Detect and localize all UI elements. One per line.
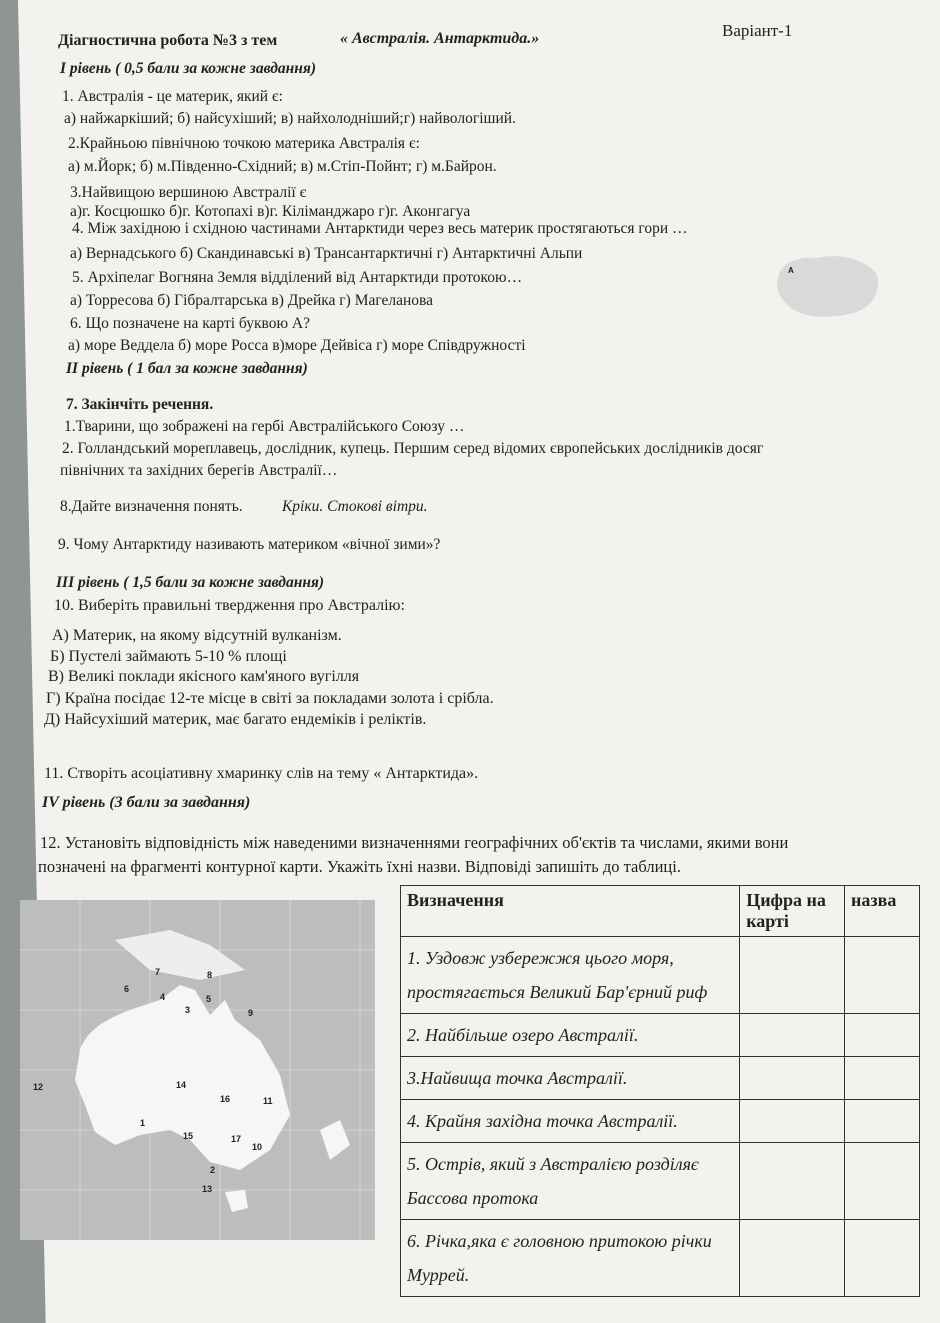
map-number-cell[interactable] xyxy=(740,1014,845,1057)
q10-item-b: Б) Пустелі займають 5-10 % площі xyxy=(50,648,287,665)
map-label-15: 15 xyxy=(183,1131,194,1141)
level4-title: IV рівень (3 бали за завдання) xyxy=(42,794,251,811)
antarctica-map xyxy=(768,238,888,328)
name-cell[interactable] xyxy=(845,1057,920,1100)
map-label-6: 6 xyxy=(124,984,130,994)
table-row xyxy=(401,937,920,1014)
q2-options: а) м.Йорк; б) м.Південно-Східний; в) м.Стіп-Пойнт; г) м.Байрон. xyxy=(68,158,497,175)
map-label-10: 10 xyxy=(252,1142,263,1152)
map-number-cell[interactable] xyxy=(740,1057,845,1100)
map-label-1: 1 xyxy=(140,1118,146,1128)
q12-line-2: позначені на фрагменті контурної карти. Укажіть їхні назви. Відповіді запишіть до таблиці. xyxy=(38,857,681,876)
map-label-7: 7 xyxy=(155,967,161,977)
q10-item-g: Г) Країна посідає 12-те місце в світі за покладами золота і срібла. xyxy=(46,690,494,707)
name-cell[interactable] xyxy=(845,1220,920,1297)
table-row xyxy=(401,1014,920,1057)
q8-terms: Кріки. Стокові вітри. xyxy=(282,498,428,515)
map-label-5: 5 xyxy=(206,994,212,1004)
q5-options: а) Торресова б) Гібралтарська в) Дрейка г) Магеланова xyxy=(70,292,434,309)
map-number-cell[interactable] xyxy=(740,1100,845,1143)
q5-text: 5. Архіпелаг Вогняна Земля відділений від Антарктиди протокою… xyxy=(72,269,523,286)
worksheet-title: Діагностична робота №3 з тем xyxy=(58,32,278,49)
header-name: назва xyxy=(845,886,920,937)
q7-title: 7. Закінчіть речення. xyxy=(66,396,214,413)
map-label-14: 14 xyxy=(176,1080,187,1090)
definition-cell: 4. Крайня західна точка Австралії. xyxy=(401,1100,740,1143)
q1-options: а) найжаркіший; б) найсухіший; в) найхолодніший;г) найвологіший. xyxy=(64,110,516,127)
map-label-13: 13 xyxy=(202,1184,213,1194)
map-letter-a: A xyxy=(788,266,794,275)
map-number-cell[interactable] xyxy=(740,937,845,1014)
q10-text: 10. Виберіть правильні твердження про Австралію: xyxy=(54,597,405,614)
map-label-2: 2 xyxy=(210,1165,216,1175)
header-definition: Визначення xyxy=(401,886,740,937)
q10-item-d: Д) Найсухіший материк, має багато ендеміків і реліктів. xyxy=(44,711,427,728)
name-cell[interactable] xyxy=(845,1014,920,1057)
q7-sentence-1: 1.Тварини, що зображені на гербі Австралійського Союзу … xyxy=(64,418,465,435)
map-label-4: 4 xyxy=(160,992,166,1002)
q11-text: 11. Створіть асоціативну хмаринку слів на тему « Антарктида». xyxy=(44,765,479,782)
q3-options: а)г. Косцюшко б)г. Котопахі в)г. Кіліманджаро г)г. Аконгагуа xyxy=(70,203,471,220)
table-row xyxy=(401,1100,920,1143)
table-row xyxy=(401,1143,920,1220)
q6-options: а) море Веддела б) море Росса в)море Дейвіса г) море Співдружності xyxy=(68,337,526,354)
level1-title: I рівень ( 0,5 бали за кожне завдання) xyxy=(60,60,317,77)
q7-sentence-2a: 2. Голландський мореплавець, дослідник, купець. Першим серед відомих європейських дослідників досяг xyxy=(62,440,764,457)
level3-title: III рівень ( 1,5 бали за кожне завдання) xyxy=(56,574,325,591)
q4-text: 4. Між західною і східною частинами Антарктиди через весь материк простягаються гори … xyxy=(72,220,688,237)
map-number-cell[interactable] xyxy=(740,1143,845,1220)
table-header-row xyxy=(401,886,920,937)
worksheet-topic: « Австралія. Антарктида.» xyxy=(340,30,540,47)
map-label-12: 12 xyxy=(33,1082,44,1092)
map-label-17: 17 xyxy=(231,1134,242,1144)
name-cell[interactable] xyxy=(845,1143,920,1220)
map-label-11: 11 xyxy=(263,1096,273,1106)
map-number-cell[interactable] xyxy=(740,1220,845,1297)
q4-options: а) Вернадського б) Скандинавські в) Трансантарктичні г) Антарктичні Альпи xyxy=(70,245,583,262)
australia-contour-map xyxy=(20,900,375,1240)
definition-cell: 1. Уздовж узбережжя цього моря, простягається Великий Бар'єрний риф xyxy=(401,937,740,1014)
q2-text: 2.Крайньою північною точкою материка Австралія є: xyxy=(68,135,420,152)
q6-text: 6. Що позначене на карті буквою А? xyxy=(70,315,311,332)
q3-text: 3.Найвищою вершиною Австралії є xyxy=(70,184,307,201)
q10-item-a: А) Материк, на якому відсутній вулканізм. xyxy=(52,627,342,644)
q7-sentence-2b: північних та західних берегів Австралії… xyxy=(60,462,338,479)
level2-title: II рівень ( 1 бал за кожне завдання) xyxy=(66,360,308,377)
q1-text: 1. Австралія - це материк, який є: xyxy=(62,88,283,105)
map-label-16: 16 xyxy=(220,1094,231,1104)
answer-table xyxy=(400,885,920,1297)
map-label-8: 8 xyxy=(207,970,213,980)
q8-text: 8.Дайте визначення понять. xyxy=(60,498,243,515)
name-cell[interactable] xyxy=(845,1100,920,1143)
q12-line-1: 12. Установіть відповідність між наведеними визначеннями географічних об'єктів та числами, якими вони xyxy=(40,833,789,852)
map-label-3: 3 xyxy=(185,1005,191,1015)
q9-text: 9. Чому Антарктиду називають материком «вічної зими»? xyxy=(58,536,441,553)
q10-item-v: В) Великі поклади якісного кам'яного вугілля xyxy=(48,668,360,685)
definition-cell: 2. Найбільше озеро Австралії. xyxy=(401,1014,740,1057)
header-map-number: Цифра на карті xyxy=(740,886,845,937)
name-cell[interactable] xyxy=(845,937,920,1014)
table-row xyxy=(401,1220,920,1297)
definition-cell: 6. Річка,яка є головною притокою річки Муррей. xyxy=(401,1220,740,1297)
variant-label: Варіант-1 xyxy=(722,21,793,40)
definition-cell: 5. Острів, який з Австралією розділяє Бассова протока xyxy=(401,1143,740,1220)
map-label-9: 9 xyxy=(248,1008,254,1018)
definition-cell: 3.Найвища точка Австралії. xyxy=(401,1057,740,1100)
table-row xyxy=(401,1057,920,1100)
